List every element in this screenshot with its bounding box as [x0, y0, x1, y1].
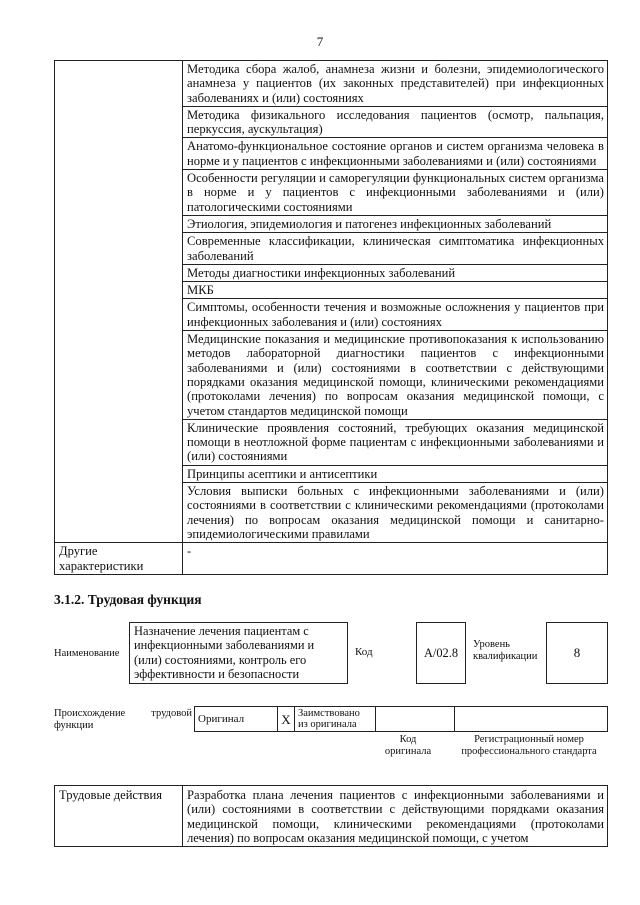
original-cell: Оригинал	[195, 707, 278, 732]
origin-label: Происхождение трудовой функции	[54, 708, 192, 731]
registration-number-cell	[455, 707, 608, 732]
table-row	[55, 543, 608, 575]
function-code-box: A/02.8	[416, 622, 466, 684]
requirement-cell: Современные классификации, клиническая симптоматика инфекционных заболеваний	[183, 233, 608, 265]
left-cell-empty	[55, 61, 183, 543]
original-code-label: Код оригинала	[384, 734, 432, 757]
requirement-cell: Этиология, эпидемиология и патогенез инфекционных заболеваний	[183, 215, 608, 232]
section-title: 3.1.2. Трудовая функция	[54, 592, 202, 607]
requirement-cell: Медицинские показания и медицинские противопоказания к использованию методов лабораторной диагностики пациентов с инфекционными заболеваниями и (или) состояниями в соответствии с действующими порядками оказания медицинской помощи, клиническими рекомендациями (протоколами лечения) по вопросам оказания медицинской помощи, с учетом стандартов медицинской помощи	[183, 331, 608, 420]
requirement-cell: Методы диагностики инфекционных заболеваний	[183, 264, 608, 281]
table-row	[55, 61, 608, 107]
registration-number-label: Регистрационный номер профессионального стандарта	[461, 734, 597, 757]
requirement-cell: Анатомо-функциональное состояние органов и систем организма человека в норме и у пациентов с инфекционными заболеваниями и (или) состояниями	[183, 138, 608, 170]
other-characteristics-label: Другие характеристики	[55, 543, 183, 575]
requirement-cell: Условия выписки больных с инфекционными заболеваниями и (или) состояниями в соответствии с клиническими рекомендациями (протоколами лечения) по вопросам оказания медицинской помощи и санитарно-эпидемиологическими правилами	[183, 483, 608, 543]
borrowed-cell: Заимствовано из оригинала	[295, 707, 376, 732]
requirement-cell: Методика сбора жалоб, анамнеза жизни и болезни, эпидемиологического анамнеза у пациентов (их законных представителей) при инфекционных заболеваниях и (или) состояниях	[183, 61, 608, 107]
requirement-cell: Особенности регуляции и саморегуляции функциональных систем организма в норме и у пациентов с инфекционными заболеваниями и (или) патологическими состояниями	[183, 170, 608, 216]
actions-label: Трудовые действия	[55, 786, 183, 847]
other-characteristics-value: -	[183, 543, 608, 575]
actions-text: Разработка плана лечения пациентов с инфекционными заболеваниями и (или) состояниями в соответствии с действующими порядками оказания медицинской помощи, клиническими рекомендациями (протоколами лечения) по вопросам оказания медицинской помощи, с учетом	[183, 786, 608, 847]
requirement-cell: Симптомы, особенности течения и возможные осложнения у пациентов при инфекционных заболевания и (или) состояниях	[183, 299, 608, 331]
requirement-cell: Принципы асептики и антисептики	[183, 465, 608, 482]
table-row	[55, 786, 608, 847]
origin-table	[194, 706, 608, 732]
qualification-level-box: 8	[546, 622, 608, 684]
requirements-table	[54, 60, 608, 575]
original-code-cell	[376, 707, 455, 732]
requirement-cell: Клинические проявления состояний, требующих оказания медицинской помощи в неотложной форме пациентам с инфекционными заболеваниями и (или) состояниями	[183, 419, 608, 465]
requirement-cell: Методика физикального исследования пациентов (осмотр, пальпация, перкуссия, аускультация)	[183, 106, 608, 138]
page-number: 7	[316, 34, 324, 49]
function-name-box: Назначение лечения пациентам с инфекционными заболеваниями и (или) состояниями, контроль его эффективности и безопасности	[129, 622, 348, 684]
actions-table	[54, 785, 608, 847]
requirement-cell: МКБ	[183, 282, 608, 299]
qualification-label: Уровень квалификации	[473, 639, 538, 662]
original-mark-cell: X	[278, 707, 295, 732]
name-label: Наименование	[54, 648, 120, 659]
code-label: Код	[355, 646, 373, 658]
